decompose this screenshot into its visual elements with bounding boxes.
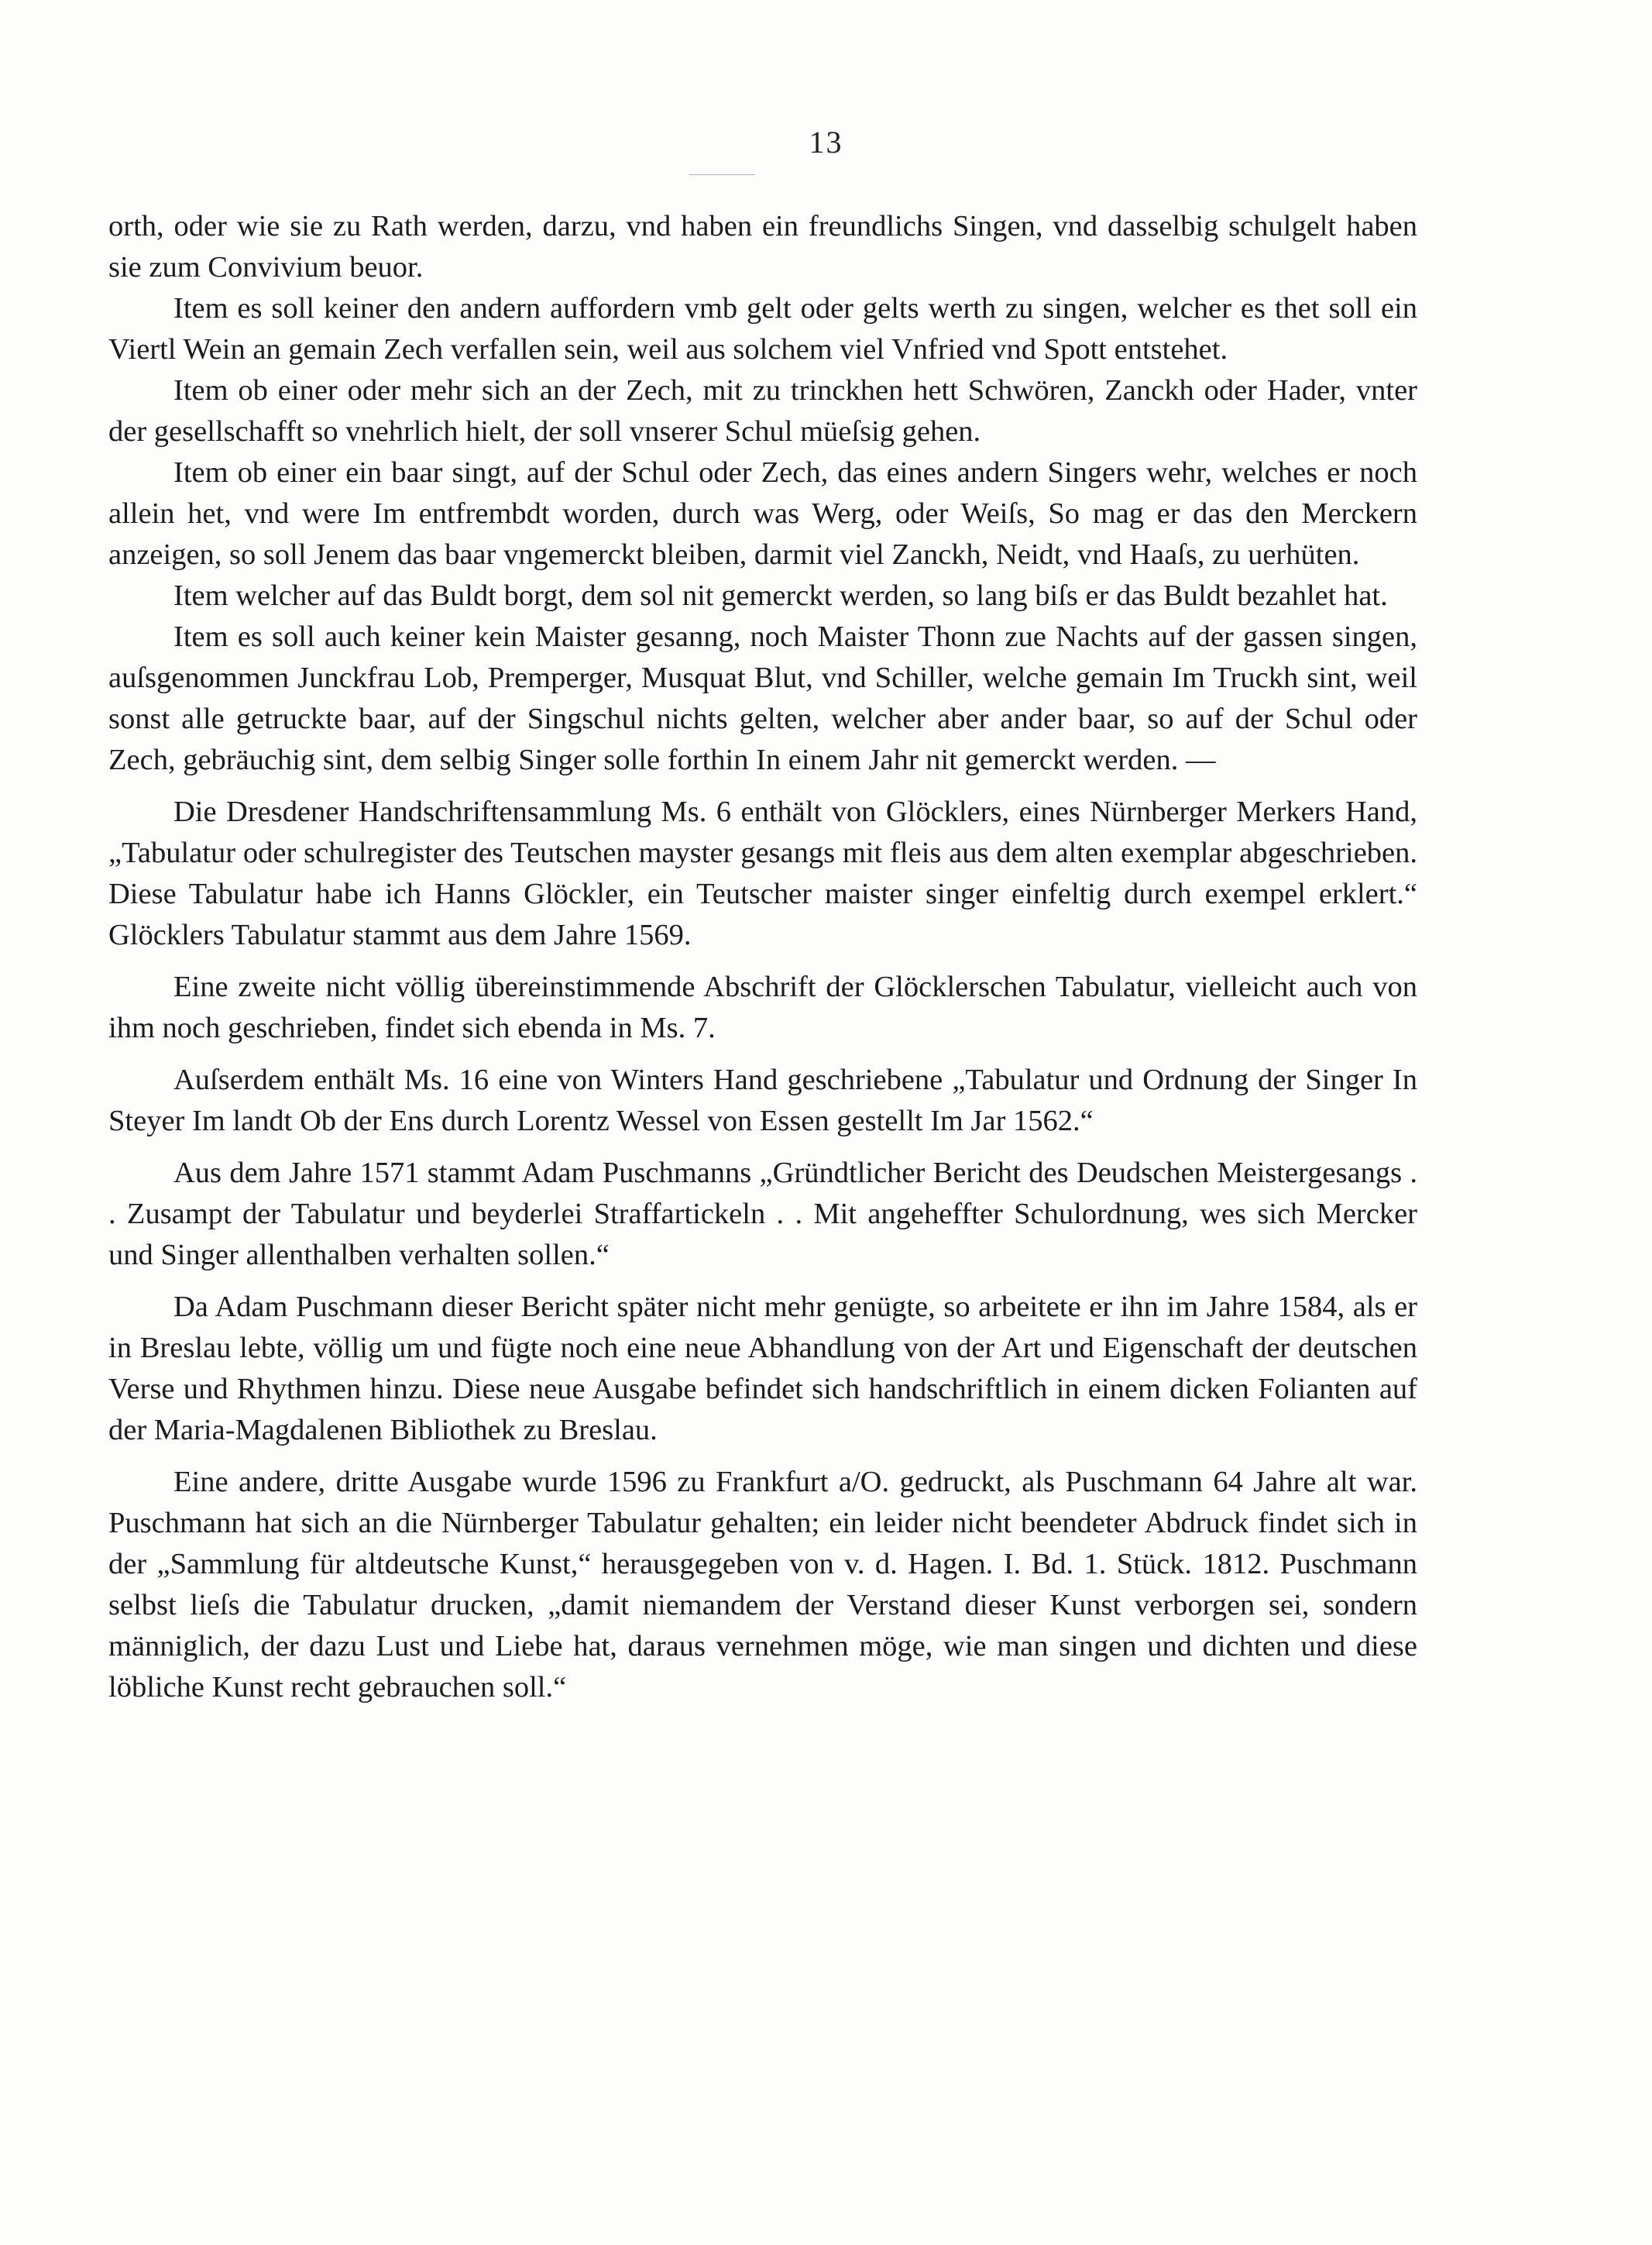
- body-paragraph: Eine zweite nicht völlig übereinstimmende Abschrift der Glöcklerschen Tabulatur, vielleicht auch von ihm noch geschrieben, findet sich ebenda in Ms. 7.: [108, 971, 1417, 1044]
- text-body: [108, 206, 1417, 1708]
- quote-paragraph: Item welcher auf das Buldt borgt, dem sol nit gemerckt werden, so lang biſs er das Buldt bezahlet hat.: [173, 579, 1388, 612]
- body-text: [108, 792, 1417, 1708]
- quote-paragraph: Item es soll keiner den andern auffordern vmb gelt oder gelts werth zu singen, welcher es thet soll ein Viertl Wein an gemain Zech verfallen sein, weil aus solchem viel Vnfried vnd Spott entstehet.: [108, 292, 1417, 366]
- quote-paragraph: orth, oder wie sie zu Rath werden, darzu, vnd haben ein freundlichs Singen, vnd dasselbig schulgelt haben sie zum Convivium beuor.: [108, 210, 1417, 284]
- body-paragraph: Eine andere, dritte Ausgabe wurde 1596 zu Frankfurt a/O. gedruckt, als Puschmann 64 Jahre alt war. Puschmann hat sich an die Nürnberger Tabulatur gehalten; ein leider nicht beendeter Abdruck findet sich in der „Sammlung für altdeutsche Kunst,“ herausgegeben von v. d. Hagen. I. Bd. 1. Stück. 1812. Puschmann selbst lieſs die Tabulatur drucken, „damit niemandem der Verstand dieser Kunst verborgen sei, sondern männiglich, der dazu Lust und Liebe hat, daraus vernehmen möge, wie man singen und dichten und diese löbliche Kunst recht gebrauchen soll.“: [108, 1466, 1417, 1704]
- body-paragraph: Auſserdem enthält Ms. 16 eine von Winters Hand geschriebene „Tabulatur und Ordnung der Singer In Steyer Im landt Ob der Ens durch Lorentz Wessel von Essen gestellt Im Jar 1562.“: [108, 1064, 1417, 1137]
- body-paragraph: Die Dresdener Handschriftensammlung Ms. 6 enthält von Glöcklers, eines Nürnberger Merkers Hand, „Tabulatur oder schulregister des Teutschen mayster gesangs mit fleis aus dem alten exemplar abgeschrieben. Diese Tabulatur habe ich Hanns Glöckler, ein Teutscher maister singer einfeltig durch exempel erklert.“ Glöcklers Tabulatur stammt aus dem Jahre 1569.: [108, 796, 1417, 951]
- quote-paragraph: Item ob einer oder mehr sich an der Zech, mit zu trinckhen hett Schwören, Zanckh oder Hader, vnter der gesellschafft so vnehrlich hielt, der soll vnserer Schul müeſsig gehen.: [108, 374, 1417, 448]
- quote-paragraph: Item ob einer ein baar singt, auf der Schul oder Zech, das eines andern Singers wehr, welches er noch allein het, vnd were Im entfrembdt worden, durch was Werg, oder Weiſs, So mag er das den Merckern anzeigen, so soll Jenem das baar vngemerckt bleiben, darmit viel Zanckh, Neidt, vnd Haaſs, zu uerhüten.: [108, 456, 1417, 571]
- body-paragraph: Da Adam Puschmann dieser Bericht später nicht mehr genügte, so arbeitete er ihn im Jahre 1584, als er in Breslau lebte, völlig um und fügte noch eine neue Abhandlung von der Art und Eigenschaft der deutschen Verse und Rhythmen hinzu. Diese neue Ausgabe befindet sich handschriftlich in einem dicken Folianten auf der Maria-Magdalenen Bibliothek zu Breslau.: [108, 1291, 1417, 1446]
- header-rule: [689, 174, 755, 175]
- body-paragraph: Aus dem Jahre 1571 stammt Adam Puschmanns „Gründtlicher Bericht des Deudschen Meistergesangs . . Zusampt der Tabulatur und beyderlei Straffartickeln . . Mit angeheffter Schulordnung, wes sich Mercker und Singer allenthalben verhalten sollen.“: [108, 1157, 1417, 1271]
- quoted-ordinance: [108, 206, 1417, 781]
- page-number: 13: [809, 125, 843, 160]
- quote-paragraph: Item es soll auch keiner kein Maister gesanng, noch Maister Thonn zue Nachts auf der gassen singen, auſsgenommen Junckfrau Lob, Premperger, Musquat Blut, vnd Schiller, welche gemain Im Truckh sint, weil sonst alle getruckte baar, auf der Singschul nichts gelten, welcher aber ander baar, so auf der Schul oder Zech, gebräuchig sint, dem selbig Singer solle forthin In einem Jahr nit gemerckt werden. —: [108, 621, 1417, 776]
